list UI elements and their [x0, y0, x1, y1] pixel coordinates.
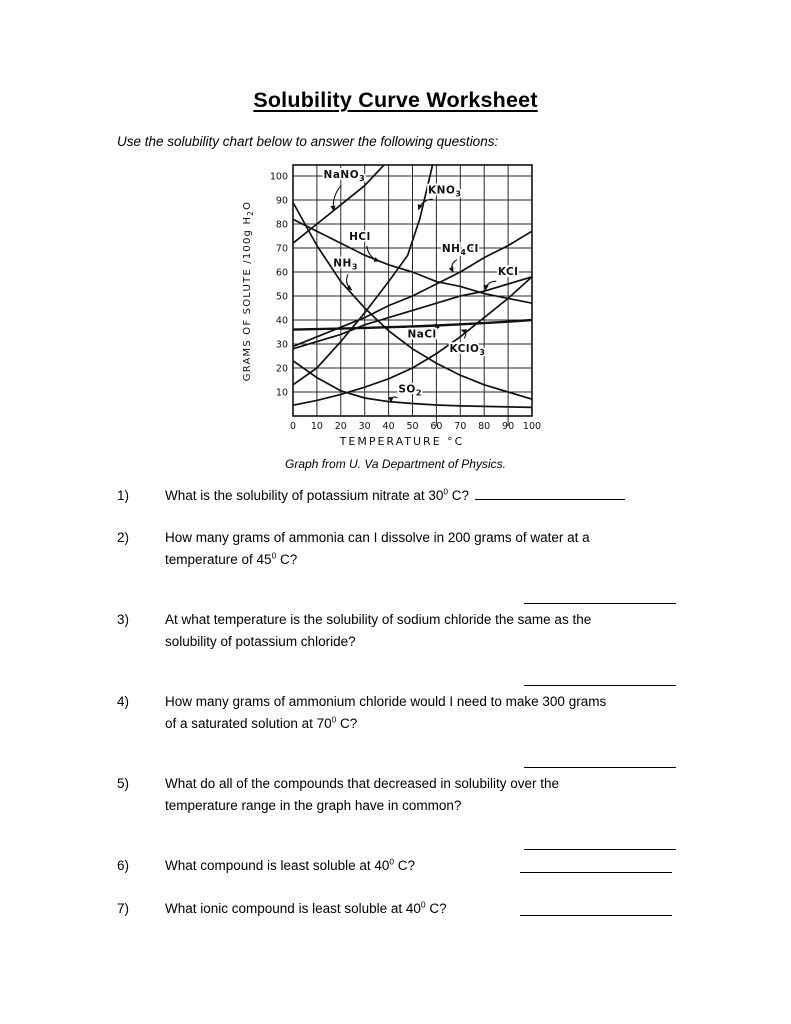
answer-blank-wrap	[520, 898, 676, 920]
answer-blank-row	[165, 589, 676, 607]
question-number: 3)	[117, 612, 130, 627]
solubility-chart-svg	[240, 164, 552, 456]
question-line: At what temperature is the solubility of sodium chloride the same as the	[165, 612, 592, 627]
svg-text:90: 90	[275, 195, 288, 207]
curve-label-KClO3: KClO$_3$	[448, 342, 485, 357]
answer-blank-q6[interactable]	[520, 859, 672, 873]
question-number: 4)	[117, 694, 130, 709]
question-line: temperature of $45^0$ C?	[165, 550, 298, 567]
y-axis-label: GRAMS OF SOLUTE /100g $H_2O$	[241, 200, 255, 382]
question-text	[165, 691, 676, 771]
svg-text:40: 40	[382, 421, 395, 432]
curve-KNO3	[293, 164, 433, 385]
curve-label-KNO3: $KNO_3$	[427, 184, 461, 199]
question-line: What ionic compound is least soluble at $40^0$ C?	[165, 899, 447, 916]
svg-text:100: 100	[522, 421, 541, 432]
question-number: 5)	[117, 776, 130, 791]
svg-text:80: 80	[275, 219, 288, 231]
curve-label-HCl: HCl	[348, 231, 371, 244]
curve-label-NH4Cl: $NH_4Cl$	[441, 243, 479, 258]
label-arrow-NH4Cl	[451, 260, 456, 272]
question-text	[165, 527, 676, 607]
svg-text:30: 30	[275, 339, 288, 351]
question-text	[165, 855, 520, 877]
question-text	[165, 898, 520, 920]
question-6	[117, 855, 676, 877]
question-number: 7)	[117, 901, 130, 916]
question-text	[165, 485, 676, 507]
question-3	[117, 609, 676, 689]
solubility-chart	[240, 164, 552, 471]
question-number: 2)	[117, 530, 130, 545]
curve-labels	[323, 169, 518, 402]
svg-text:20: 20	[334, 421, 347, 432]
question-line: temperature range in the graph have in common?	[165, 798, 462, 813]
question-line: solubility of potassium chloride?	[165, 634, 356, 649]
instruction-text: Use the solubility chart below to answer the following questions:	[117, 134, 499, 149]
curve-label-NH3: $NH_3$	[332, 257, 358, 272]
question-line: What is the solubility of potassium nitrate at $30^0$ C?	[165, 485, 676, 507]
svg-text:80: 80	[477, 421, 490, 432]
question-number: 1)	[117, 488, 130, 503]
svg-text:40: 40	[275, 315, 288, 327]
svg-text:100: 100	[269, 171, 288, 183]
svg-text:50: 50	[275, 291, 288, 303]
svg-text:10: 10	[310, 421, 323, 432]
answer-blank-q3[interactable]	[524, 672, 676, 686]
svg-text:10: 10	[275, 387, 288, 399]
answer-blank-q4[interactable]	[524, 754, 676, 768]
svg-text:60: 60	[275, 267, 288, 279]
question-number: 6)	[117, 858, 130, 873]
svg-text:90: 90	[501, 421, 514, 432]
question-2	[117, 527, 676, 607]
x-axis-label: TEMPERATURE °C	[339, 435, 464, 448]
question-line: What compound is least soluble at $40^0$ C?	[165, 856, 416, 873]
curve-label-NaCl: NaCl	[406, 328, 437, 341]
page-title: Solubility Curve Worksheet	[253, 88, 538, 112]
svg-text:50: 50	[405, 421, 419, 432]
svg-text:70: 70	[453, 421, 466, 432]
question-4	[117, 691, 676, 771]
curve-label-KCl: KCl	[497, 266, 518, 278]
question-line: What do all of the compounds that decreased in solubility over the	[165, 776, 559, 791]
question-line: of a saturated solution at $70^0$ C?	[165, 714, 358, 731]
question-7	[117, 898, 676, 920]
question-line: How many grams of ammonium chloride would I need to make 300 grams	[165, 694, 607, 709]
question-text	[165, 609, 676, 689]
svg-text:60: 60	[429, 421, 442, 432]
answer-blank-q2[interactable]	[524, 590, 676, 604]
svg-text:20: 20	[275, 363, 288, 375]
svg-text:30: 30	[358, 421, 371, 432]
svg-text:0: 0	[289, 421, 296, 432]
curve-label-NaNO3: NaNO$_3$	[323, 168, 365, 183]
answer-blank-wrap	[520, 855, 676, 877]
answer-blank-q7[interactable]	[520, 902, 672, 916]
chart-caption: Graph from U. Va Department of Physics.	[285, 457, 506, 471]
question-text	[165, 773, 676, 853]
answer-blank-q5[interactable]	[524, 836, 676, 850]
question-5	[117, 773, 676, 853]
answer-blank-row	[165, 835, 676, 853]
answer-blank-row	[165, 671, 676, 689]
label-arrow-KNO3	[418, 199, 432, 209]
svg-text:70: 70	[275, 243, 288, 255]
curve-label-SO2: $SO_2$	[397, 383, 422, 398]
questions-list	[117, 485, 676, 920]
answer-blank-q1[interactable]	[475, 486, 625, 500]
answer-blank-row	[165, 753, 676, 771]
question-line: How many grams of ammonia can I dissolve in 200 grams of water at a	[165, 530, 590, 545]
question-1	[117, 485, 676, 507]
